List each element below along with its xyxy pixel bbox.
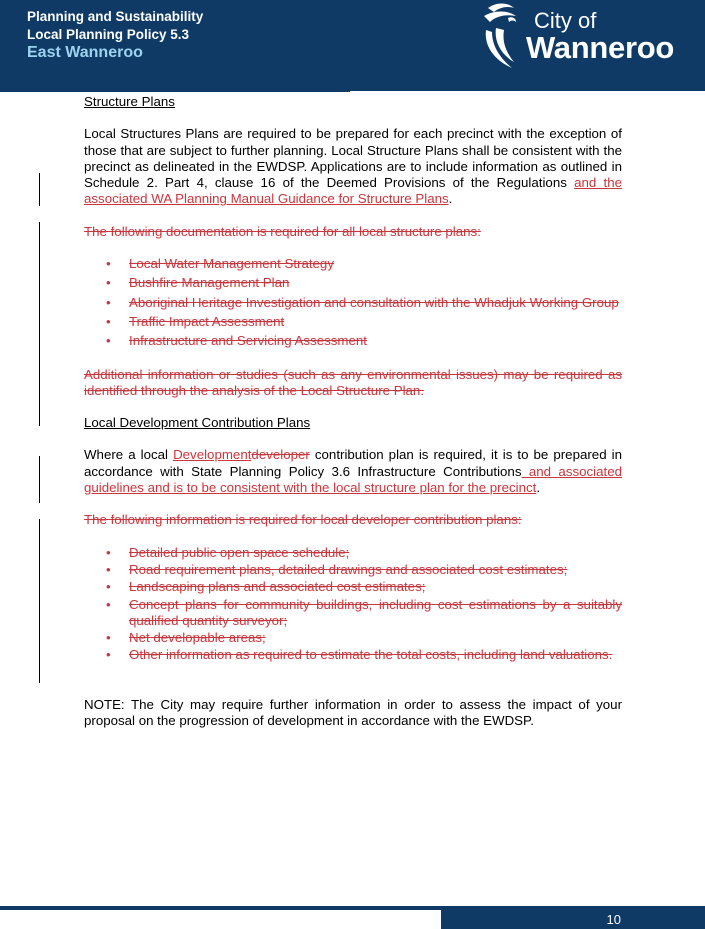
deleted-documentation-list: [84, 256, 622, 349]
document-body: [84, 94, 622, 729]
bullet-icon: •: [106, 596, 111, 612]
list-item: [84, 256, 622, 272]
footer-page-box: [441, 910, 705, 929]
deleted-intro: The following documentation is required for all local structure plans:: [84, 223, 481, 239]
list-item: [84, 545, 622, 561]
paragraph-end: .: [536, 480, 541, 496]
note-paragraph: NOTE: The City may require further information in order to assess the impact of your proposal on the progression of development in accordance with the EWDSP.: [84, 696, 622, 729]
deleted-intro: The following information is required for local developer contribution plans:: [84, 512, 522, 528]
deleted-information-list: [84, 545, 622, 664]
header-policy-number: Local Planning Policy 5.3: [27, 27, 190, 42]
list-item-text: Traffic Impact Assessment: [129, 313, 285, 329]
list-item: [84, 275, 622, 291]
list-item: [84, 579, 622, 595]
bullet-icon: •: [106, 561, 111, 577]
list-item-text: Aboriginal Heritage Investigation and consultation with the Whadjuk Working Group: [129, 294, 619, 310]
list-item-text: Bushfire Management Plan: [129, 275, 290, 291]
change-bar: [39, 173, 40, 206]
list-item-text: Detailed public open space schedule;: [129, 544, 350, 560]
list-item: [84, 647, 622, 663]
paragraph-text: Local Structures Plans are required to be prepared for each precinct with the exception of those that are subject to further planning. Local Structure Plans shall be consistent with the precinct as delineated in the EWDSP. Applications are to include information as outlined in Schedule 2. Part 4, clause 16 of the Deemed Provisions of the Regulations: [84, 126, 622, 191]
page-number: 10: [606, 912, 621, 927]
list-item: [84, 597, 622, 630]
bullet-icon: •: [106, 275, 111, 291]
list-item-text: Local Water Management Strategy: [129, 256, 334, 272]
list-item: [84, 333, 622, 349]
bullet-icon: •: [106, 579, 111, 595]
logo-wanneroo-text: Wanneroo: [526, 30, 674, 65]
paragraph-text: Where a local: [84, 447, 174, 463]
list-item-text: Road requirement plans, detailed drawings and associated cost estimates;: [129, 561, 568, 577]
structure-plans-heading: Structure Plans: [84, 94, 175, 109]
inserted-text: and the associated WA Planning Manual Guidance for Structure Plans: [84, 175, 622, 207]
page-header: [0, 0, 705, 91]
list-item: [84, 295, 622, 311]
bullet-icon: •: [106, 313, 111, 329]
header-policy-title: East Wanneroo: [27, 44, 143, 61]
change-bar: [39, 222, 40, 426]
paragraph-end: .: [448, 191, 453, 207]
deleted-word: developer: [251, 447, 310, 463]
header-tab-strip: [0, 89, 350, 92]
list-item: [84, 630, 622, 646]
bullet-icon: •: [106, 256, 111, 272]
change-bar: [39, 519, 40, 683]
city-of-wanneroo-logo: [478, 0, 700, 78]
change-bar: [39, 456, 40, 503]
contribution-plans-heading: Local Development Contribution Plans: [84, 415, 311, 431]
bullet-icon: •: [106, 333, 111, 349]
list-item-text: Net developable areas;: [129, 630, 266, 646]
list-item-text: Concept plans for community buildings, including cost estimations by a suitably qualified quantity surveyor;: [129, 596, 622, 628]
list-item: [84, 314, 622, 330]
bullet-icon: •: [106, 544, 111, 560]
inserted-text: and associated guidelines and is to be consistent with the local structure plan for the precinct: [84, 463, 622, 496]
inserted-word: Development: [173, 447, 252, 463]
deleted-outro: Additional information or studies (such as any environmental issues) may be required as identified through the analysis of the Local Structure Plan.: [84, 366, 622, 398]
logo-city-of-text: City of: [534, 8, 597, 33]
structure-plans-paragraph: [84, 126, 622, 207]
list-item-text: Infrastructure and Servicing Assessment: [129, 333, 367, 349]
list-item: [84, 562, 622, 578]
paragraph-text: contribution plan is required, it is to be prepared in accordance with State Planning Policy 3.6 Infrastructure Contributions: [84, 447, 622, 479]
bullet-icon: •: [106, 647, 111, 663]
contribution-plans-paragraph: [84, 447, 622, 496]
bullet-icon: •: [106, 294, 111, 310]
header-department: Planning and Sustainability: [27, 9, 204, 24]
list-item-text: Landscaping plans and associated cost estimates;: [129, 579, 426, 595]
list-item-text: Other information as required to estimate the total costs, including land valuations.: [129, 647, 613, 663]
bullet-icon: •: [106, 630, 111, 646]
